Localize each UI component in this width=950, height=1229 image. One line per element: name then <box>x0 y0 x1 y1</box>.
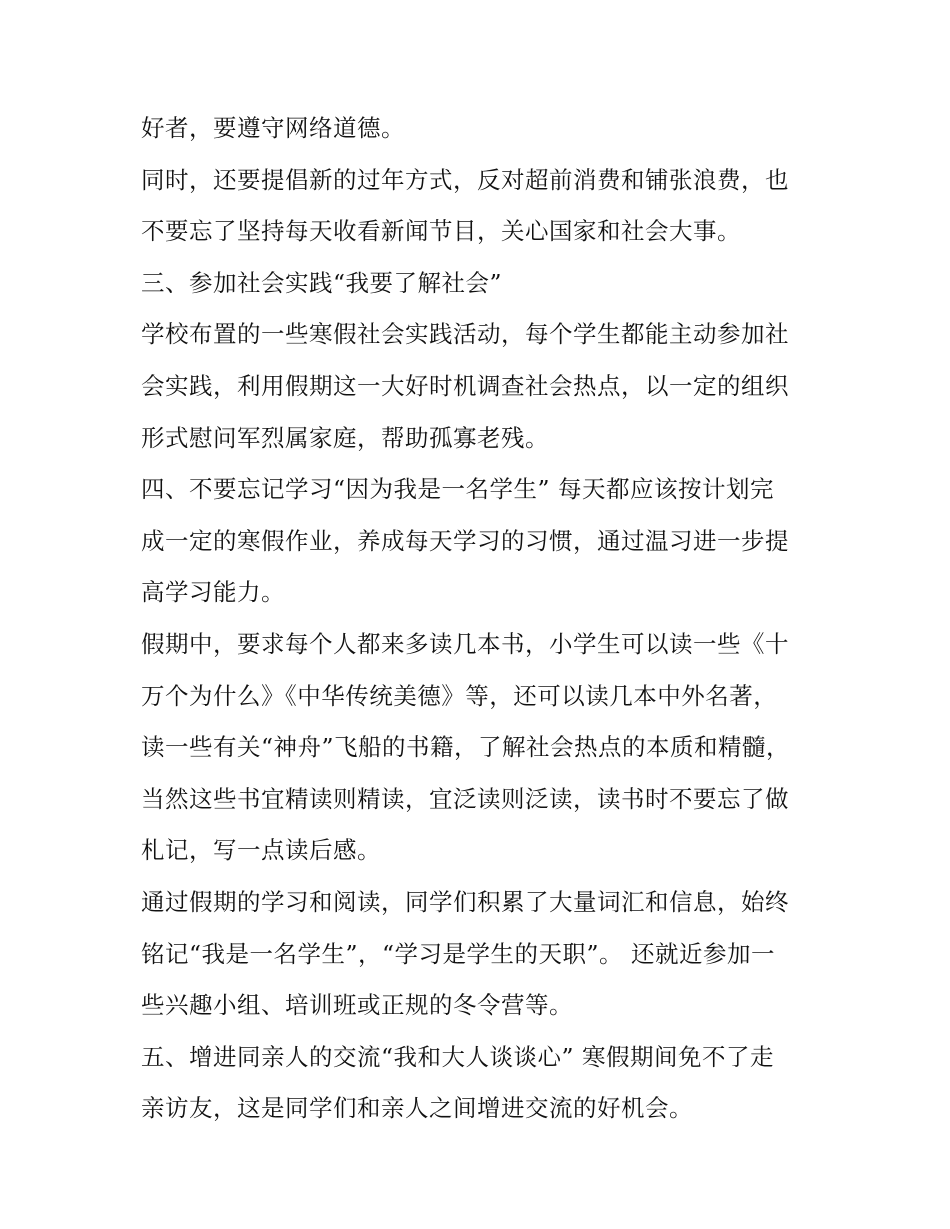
text-line: 会实践，利用假期这一大好时机调查社会热点，以一定的组织 <box>141 371 789 400</box>
section-heading-3: 三、参加社会实践“我要了解社会” <box>141 268 503 297</box>
section-heading-5: 五、增进同亲人的交流“我和大人谈谈心” 寒假期间免不了走 <box>141 1042 774 1071</box>
text-line: 成一定的寒假作业，养成每天学习的习惯，通过温习进一步提 <box>141 526 789 555</box>
text-line: 些兴趣小组、培训班或正规的冬令营等。 <box>141 991 573 1020</box>
text-line: 万个为什么》《中华传统美德》等，还可以读几本中外名著， <box>141 681 778 710</box>
section-heading-4: 四、不要忘记学习“因为我是一名学生” 每天都应该按计划完 <box>141 475 774 504</box>
document-body <box>141 103 821 1135</box>
text-line: 当然这些书宜精读则精读，宜泛读则泛读，读书时不要忘了做 <box>141 784 789 813</box>
text-line: 学校布置的一些寒假社会实践活动，每个学生都能主动参加社 <box>141 320 789 349</box>
text-line: 同时，还要提倡新的过年方式，反对超前消费和铺张浪费，也 <box>141 165 789 194</box>
text-line: 通过假期的学习和阅读，同学们积累了大量词汇和信息，始终 <box>141 887 789 916</box>
text-line: 形式慰问军烈属家庭，帮助孤寡老残。 <box>141 423 549 452</box>
text-line: 亲访友，这是同学们和亲人之间增进交流的好机会。 <box>141 1094 693 1123</box>
text-line: 好者，要遵守网络道德。 <box>141 114 405 142</box>
text-line: 假期中，要求每个人都来多读几本书，小学生可以读一些《十 <box>141 629 789 658</box>
text-line: 不要忘了坚持每天收看新闻节目，关心国家和社会大事。 <box>141 217 741 246</box>
text-line: 札记，写一点读后感。 <box>141 836 381 865</box>
text-line: 高学习能力。 <box>141 578 285 607</box>
text-line: 铭记“我是一名学生”，“学习是学生的天职”。 还就近参加一 <box>141 939 776 968</box>
text-line: 读一些有关“神舟”飞船的书籍，了解社会热点的本质和精髓， <box>141 733 791 762</box>
